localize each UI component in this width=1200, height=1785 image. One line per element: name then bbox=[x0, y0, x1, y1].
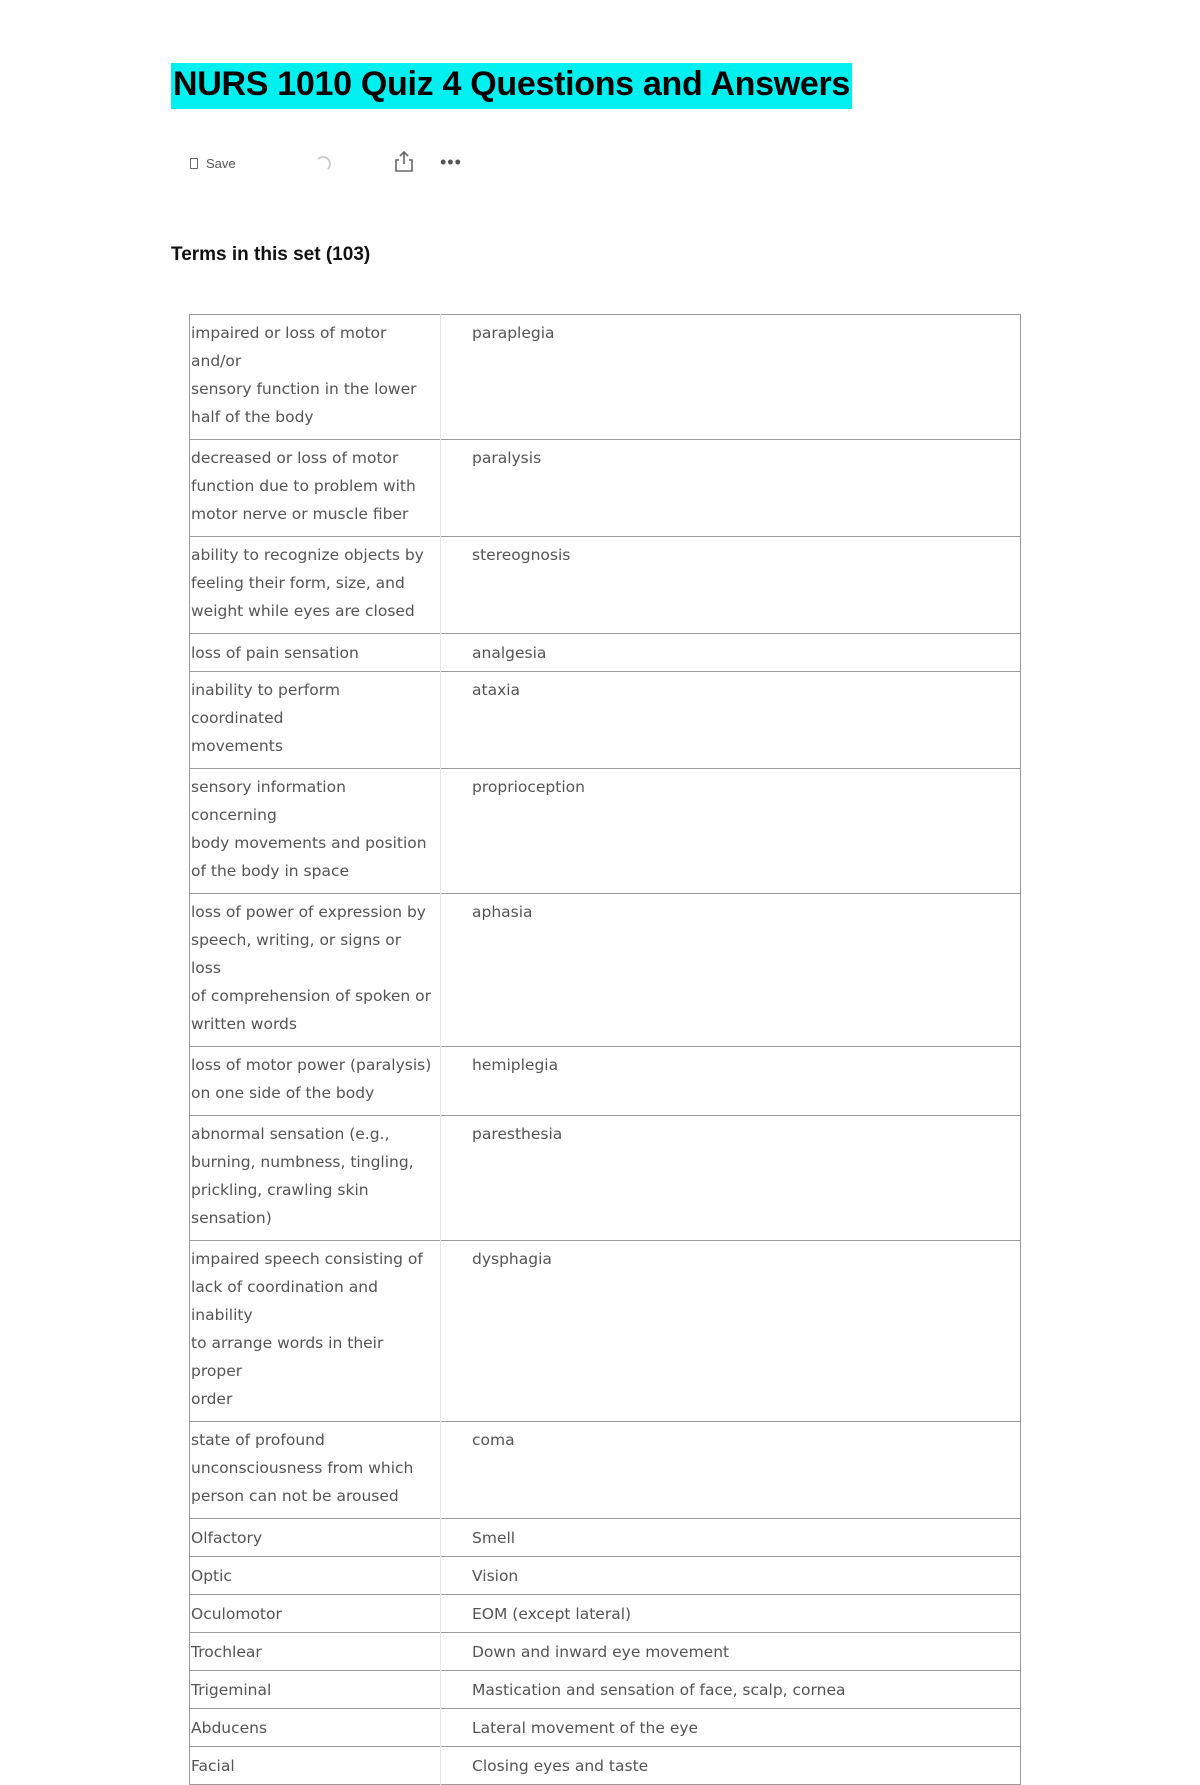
definition-text: Down and inward eye movement bbox=[441, 1633, 1021, 1671]
definition-text: stereognosis bbox=[441, 537, 1021, 634]
term-row bbox=[190, 1747, 1021, 1785]
term-text: Trigeminal bbox=[190, 1671, 441, 1709]
term-text: abnormal sensation (e.g., burning, numbness, tingling, prickling, crawling skin sensation) bbox=[190, 1116, 441, 1241]
term-row bbox=[190, 634, 1021, 672]
definition-text: hemiplegia bbox=[441, 1047, 1021, 1116]
term-row bbox=[190, 1671, 1021, 1709]
term-text: inability to perform coordinated movements bbox=[190, 672, 441, 769]
definition-text: analgesia bbox=[441, 634, 1021, 672]
definition-text: coma bbox=[441, 1422, 1021, 1519]
share-icon[interactable] bbox=[393, 150, 415, 174]
term-row bbox=[190, 440, 1021, 537]
term-text: loss of power of expression by speech, writing, or signs or loss of comprehension of spoken or written words bbox=[190, 894, 441, 1047]
term-row bbox=[190, 1241, 1021, 1422]
term-text: Oculomotor bbox=[190, 1595, 441, 1633]
definition-text: Lateral movement of the eye bbox=[441, 1709, 1021, 1747]
definition-text: Vision bbox=[441, 1557, 1021, 1595]
definition-text: Mastication and sensation of face, scalp, cornea bbox=[441, 1671, 1021, 1709]
term-text: loss of motor power (paralysis) on one side of the body bbox=[190, 1047, 441, 1116]
terms-table bbox=[189, 314, 1021, 1785]
definition-text: paralysis bbox=[441, 440, 1021, 537]
term-text: impaired speech consisting of lack of coordination and inability to arrange words in their proper order bbox=[190, 1241, 441, 1422]
term-text: Abducens bbox=[190, 1709, 441, 1747]
save-label: Save bbox=[206, 156, 236, 171]
term-text: state of profound unconsciousness from which person can not be aroused bbox=[190, 1422, 441, 1519]
definition-text: Smell bbox=[441, 1519, 1021, 1557]
loading-spinner-icon bbox=[315, 156, 331, 172]
term-text: Optic bbox=[190, 1557, 441, 1595]
term-row bbox=[190, 1519, 1021, 1557]
term-text: impaired or loss of motor and/or sensory function in the lower half of the body bbox=[190, 315, 441, 440]
definition-text: proprioception bbox=[441, 769, 1021, 894]
definition-text: ataxia bbox=[441, 672, 1021, 769]
save-button[interactable] bbox=[190, 156, 236, 171]
bookmark-icon bbox=[190, 158, 198, 169]
more-options-icon[interactable]: ••• bbox=[440, 152, 462, 172]
term-text: Olfactory bbox=[190, 1519, 441, 1557]
term-text: sensory information concerning body movements and position of the body in space bbox=[190, 769, 441, 894]
term-row bbox=[190, 1047, 1021, 1116]
term-text: decreased or loss of motor function due to problem with motor nerve or muscle fiber bbox=[190, 440, 441, 537]
term-row bbox=[190, 1633, 1021, 1671]
definition-text: aphasia bbox=[441, 894, 1021, 1047]
definition-text: dysphagia bbox=[441, 1241, 1021, 1422]
page-title: NURS 1010 Quiz 4 Questions and Answers bbox=[171, 63, 852, 109]
term-row bbox=[190, 537, 1021, 634]
definition-text: paresthesia bbox=[441, 1116, 1021, 1241]
term-row bbox=[190, 894, 1021, 1047]
term-row bbox=[190, 1116, 1021, 1241]
term-row bbox=[190, 769, 1021, 894]
definition-text: Closing eyes and taste bbox=[441, 1747, 1021, 1785]
terms-heading: Terms in this set (103) bbox=[171, 244, 371, 265]
definition-text: paraplegia bbox=[441, 315, 1021, 440]
term-row bbox=[190, 1422, 1021, 1519]
term-row bbox=[190, 1595, 1021, 1633]
term-text: ability to recognize objects by feeling their form, size, and weight while eyes are closed bbox=[190, 537, 441, 634]
definition-text: EOM (except lateral) bbox=[441, 1595, 1021, 1633]
term-row bbox=[190, 1709, 1021, 1747]
term-row bbox=[190, 672, 1021, 769]
term-text: Facial bbox=[190, 1747, 441, 1785]
term-text: Trochlear bbox=[190, 1633, 441, 1671]
toolbar bbox=[190, 150, 490, 180]
term-row bbox=[190, 315, 1021, 440]
term-text: loss of pain sensation bbox=[190, 634, 441, 672]
term-row bbox=[190, 1557, 1021, 1595]
